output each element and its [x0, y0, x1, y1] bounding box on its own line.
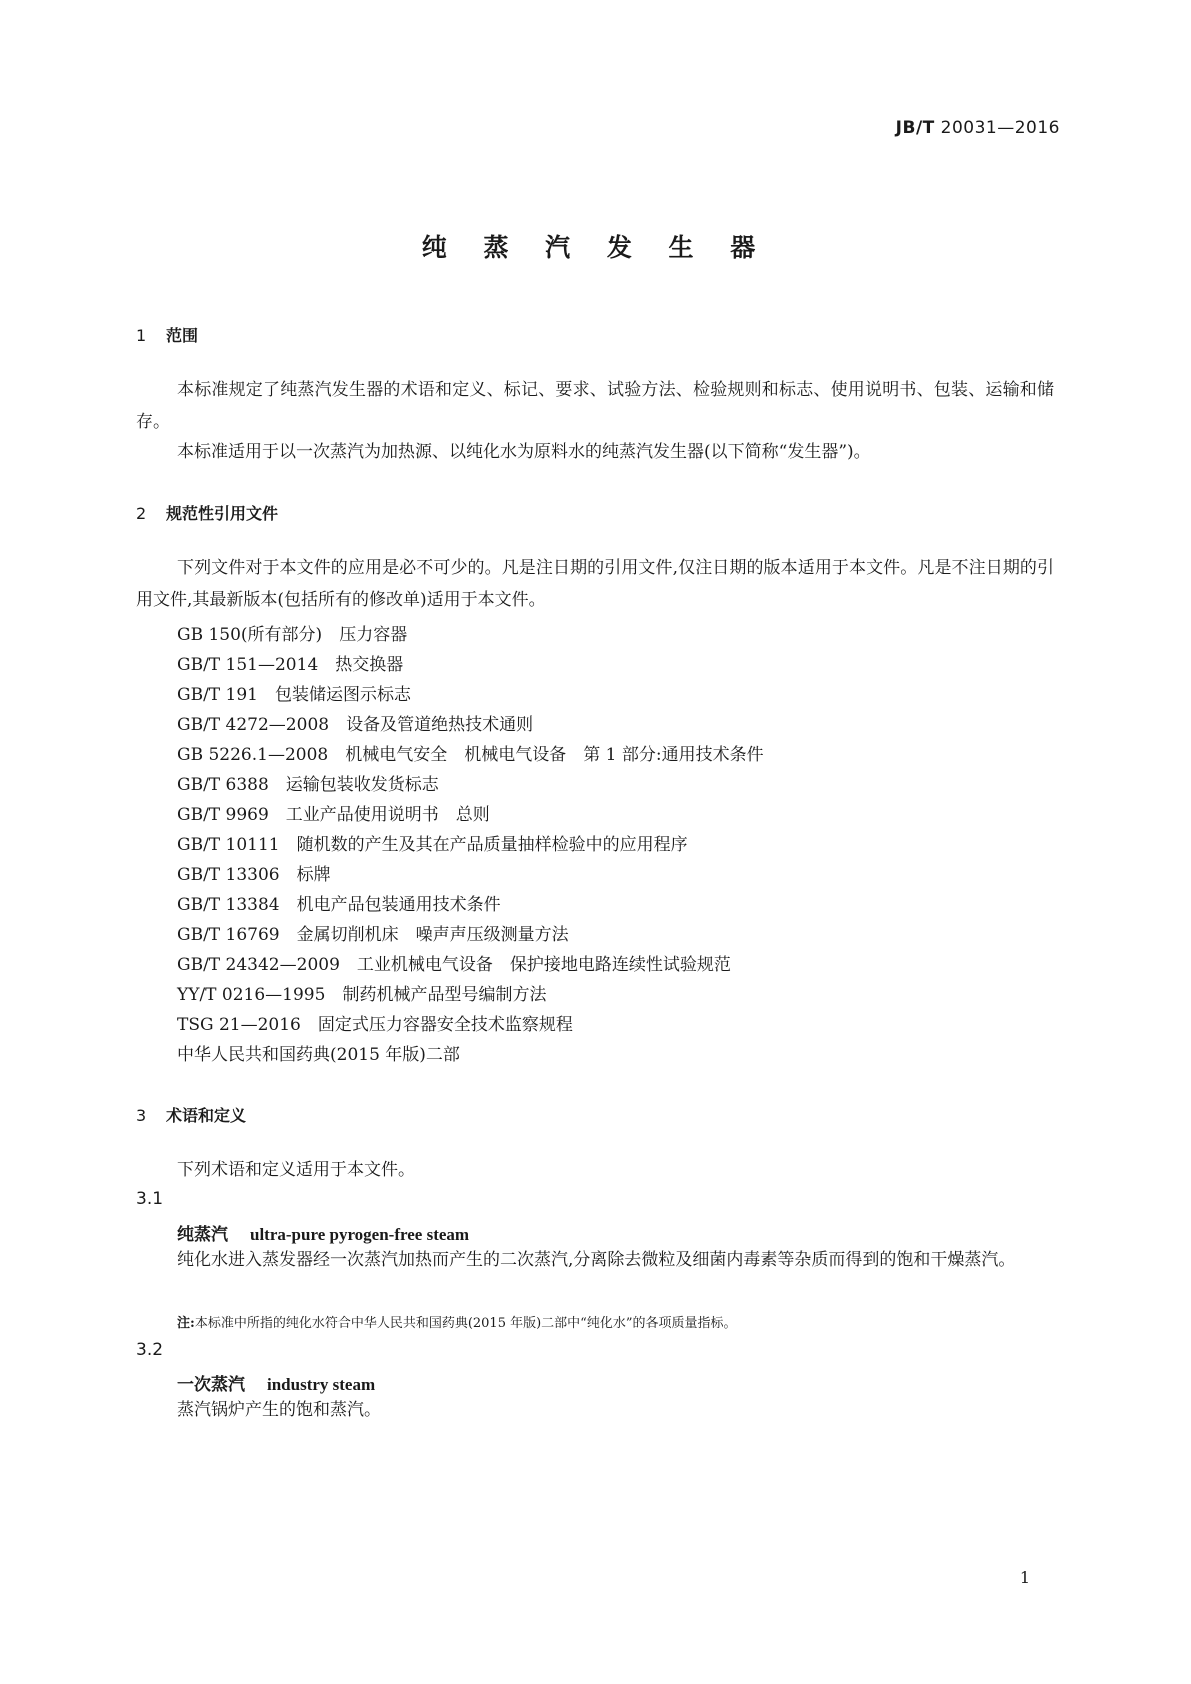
reference-item: GB/T 9969 工业产品使用说明书 总则	[177, 805, 490, 825]
reference-item: YY/T 0216—1995 制药机械产品型号编制方法	[177, 985, 547, 1005]
reference-item: GB 5226.1—2008 机械电气安全 机械电气设备 第 1 部分:通用技术条件	[177, 745, 764, 765]
reference-item: GB/T 6388 运输包装收发货标志	[177, 775, 439, 795]
section-title: 术语和定义	[166, 1106, 247, 1125]
reference-item: GB/T 4272—2008 设备及管道绝热技术通则	[177, 715, 534, 735]
reference-item: GB/T 13306 标牌	[177, 865, 331, 885]
note-label: 注:	[177, 1316, 195, 1331]
document-title: 纯 蒸 汽 发 生 器	[421, 233, 770, 262]
section-2-heading	[136, 501, 278, 524]
terms-intro: 下列术语和定义适用于本文件。	[177, 1160, 415, 1180]
page-number: 1	[1019, 1568, 1030, 1587]
section-title: 范围	[166, 326, 199, 345]
reference-item: GB/T 24342—2009 工业机械电气设备 保护接地电路连续性试验规范	[177, 955, 731, 975]
standard-number: 20031—2016	[940, 118, 1060, 138]
scope-paragraph-1: 本标准规定了纯蒸汽发生器的术语和定义、标记、要求、试验方法、检验规则和标志、使用说明书、包装、运输和储存。	[136, 380, 1054, 432]
section-number: 1	[136, 326, 147, 345]
section-1-heading	[136, 323, 198, 346]
term-zh: 纯蒸汽	[177, 1225, 228, 1245]
term-number: 3.2	[136, 1340, 164, 1360]
standard-code	[896, 118, 1060, 138]
reference-item: 中华人民共和国药典(2015 年版)二部	[177, 1045, 460, 1065]
reference-item: GB/T 151—2014 热交换器	[177, 655, 404, 675]
reference-item: GB 150(所有部分) 压力容器	[177, 625, 408, 645]
term-definition: 纯化水进入蒸发器经一次蒸汽加热而产生的二次蒸汽,分离除去微粒及细菌内毒素等杂质而得到的饱和干燥蒸汽。	[177, 1250, 1016, 1270]
term-heading	[177, 1220, 469, 1245]
note-text: 本标准中所指的纯化水符合中华人民共和国药典(2015 年版)二部中“纯化水”的各项质量指标。	[194, 1316, 737, 1331]
standard-prefix: JB/T	[895, 118, 935, 138]
term-en: ultra-pure pyrogen-free steam	[250, 1225, 470, 1244]
section-title: 规范性引用文件	[166, 504, 279, 523]
note	[177, 1312, 736, 1331]
reference-item: GB/T 10111 随机数的产生及其在产品质量抽样检验中的应用程序	[177, 835, 688, 855]
term-zh: 一次蒸汽	[177, 1375, 245, 1395]
section-number: 3	[136, 1106, 147, 1125]
reference-item: GB/T 13384 机电产品包装通用技术条件	[177, 895, 501, 915]
term-definition: 蒸汽锅炉产生的饱和蒸汽。	[177, 1400, 381, 1420]
section-number: 2	[136, 504, 147, 523]
term-en: industry steam	[267, 1375, 376, 1394]
references-intro: 下列文件对于本文件的应用是必不可少的。凡是注日期的引用文件,仅注日期的版本适用于本文件。凡是不注日期的引用文件,其最新版本(包括所有的修改单)适用于本文件。	[136, 558, 1054, 610]
scope-paragraph-2: 本标准适用于以一次蒸汽为加热源、以纯化水为原料水的纯蒸汽发生器(以下简称“发生器”)。	[177, 442, 871, 462]
term-heading	[177, 1370, 375, 1395]
section-3-heading	[136, 1103, 246, 1126]
reference-item: TSG 21—2016 固定式压力容器安全技术监察规程	[177, 1015, 573, 1035]
term-number: 3.1	[136, 1189, 164, 1209]
reference-item: GB/T 16769 金属切削机床 噪声声压级测量方法	[177, 925, 569, 945]
reference-item: GB/T 191 包装储运图示标志	[177, 685, 411, 705]
